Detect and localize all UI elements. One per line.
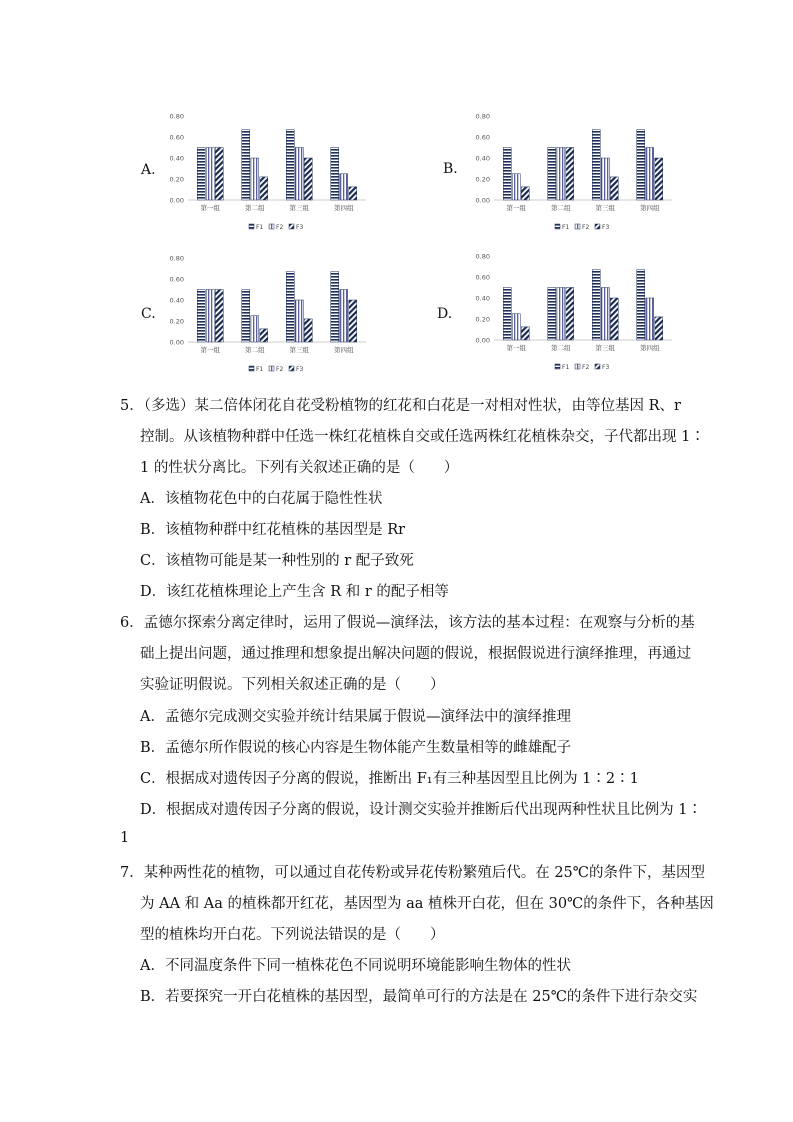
bar-f2 [251,316,259,342]
x-tick-label: 第一组 [506,344,526,352]
legend-label-f1: F1 [562,224,570,231]
y-tick-label: 0.80 [475,252,490,261]
bar-f1 [548,148,556,201]
q6-option-c: C．根据成对遗传因子分离的假说，推断出 F₁有三种基因型且比例为 1∶2∶1 [140,771,639,787]
bar-f1 [592,130,600,200]
legend-swatch-f2 [575,364,580,369]
legend-label-f2: F2 [582,364,590,371]
legend-swatch-f1 [555,364,560,369]
bar-f1 [637,270,645,340]
bar-f3 [655,317,663,340]
bar-f2 [557,148,565,201]
y-tick-label: 0.00 [475,196,490,205]
q5-option-a: A．该植物花色中的白花属于隐性性状 [140,491,383,507]
x-tick-label: 第三组 [595,344,615,352]
legend-label-f3: F3 [602,364,610,371]
bar-f2 [601,158,609,200]
q5-stem-line1: 5．（多选）某二倍体闭花自花受粉植物的红花和白花是一对相对性状，由等位基因 R、r [120,398,681,414]
option-b-letter: B. [443,161,458,177]
y-tick-label: 0.20 [169,175,184,184]
y-tick-label: 0.20 [475,175,490,184]
legend-label-f1: F1 [256,224,264,231]
bar-f2 [206,290,214,343]
x-tick-label: 第二组 [551,204,571,212]
bar-f1 [197,148,205,201]
x-tick-label: 第四组 [334,204,354,212]
bar-f3 [304,319,312,342]
bar-f1 [548,288,556,341]
bar-chart-a [160,110,370,240]
y-tick-label: 0.60 [475,273,490,282]
x-tick-label: 第三组 [289,346,309,354]
legend-swatch-f3 [595,224,600,229]
q5-option-d: D．该红花植株理论上产生含 R 和 r 的配子相等 [140,584,449,600]
y-tick-label: 0.20 [169,317,184,326]
y-tick-label: 0.40 [169,154,184,163]
bar-f3 [610,298,618,340]
x-tick-label: 第一组 [200,204,220,212]
y-tick-label: 0.40 [475,294,490,303]
q7-stem-line2: 为 AA 和 Aa 的植株都开红花，基因型为 aa 植株开白花，但在 30℃的条件下，各种基因 [140,896,714,912]
bar-f3 [655,158,663,200]
legend-swatch-f1 [555,224,560,229]
y-tick-label: 0.60 [169,275,184,284]
bar-f3 [521,327,529,340]
y-tick-label: 0.00 [475,336,490,345]
legend-swatch-f3 [289,366,294,371]
legend-label-f3: F3 [296,366,304,373]
bar-f1 [331,148,339,201]
q6-stem-line2: 础上提出问题，通过推理和想象提出解决问题的假说，根据假说进行演绎推理，再通过 [140,646,691,662]
bar-chart-b [466,110,676,232]
bar-f1 [503,148,511,201]
x-tick-label: 第三组 [289,204,309,212]
y-tick-label: 0.20 [475,315,490,324]
bar-f3 [260,329,268,342]
x-tick-label: 第四组 [334,346,354,354]
bar-f2 [512,314,520,340]
q6-option-a: A．孟德尔完成测交实验并统计结果属于假说—演绎法中的演绎推理 [140,709,571,725]
bar-f1 [637,130,645,200]
bar-f3 [215,290,223,343]
legend-label-f2: F2 [276,224,284,231]
q6-option-d-line1: D．根据成对遗传因子分离的假说，设计测交实验并推断后代出现两种性状且比例为 1∶ [140,802,702,818]
bar-f2 [206,148,214,201]
legend-swatch-f2 [269,224,274,229]
bar-f3 [566,288,574,341]
legend-label-f1: F1 [256,366,264,373]
x-tick-label: 第二组 [245,346,265,354]
y-tick-label: 0.80 [475,112,490,121]
y-tick-label: 0.80 [169,254,184,263]
bar-f3 [260,177,268,200]
q5-option-c: C．该植物可能是某一种性别的 r 配子致死 [140,553,414,569]
bar-f3 [566,148,574,201]
bar-f2 [251,158,259,200]
bar-f2 [340,290,348,343]
bar-f1 [242,290,250,343]
y-tick-label: 0.00 [169,338,184,347]
q6-option-b: B．孟德尔所作假说的核心内容是生物体能产生数量相等的雌雄配子 [140,740,572,756]
bar-f1 [503,288,511,341]
q6-stem-line3: 实验证明假说。下列相关叙述正确的是（ ） [140,677,445,693]
bar-chart-d [466,250,676,382]
option-d-letter: D. [437,306,453,322]
x-tick-label: 第二组 [551,344,571,352]
bar-f3 [610,177,618,200]
bar-f2 [295,300,303,342]
legend-swatch-f2 [269,366,274,371]
bar-f3 [521,187,529,200]
x-tick-label: 第四组 [640,344,660,352]
q6-option-d-line2: 1 [120,830,130,846]
bar-f3 [215,148,223,201]
q7-stem-line3: 型的植株均开白花。下列说法错误的是（ ） [140,927,445,943]
bar-f1 [331,272,339,342]
legend-label-f3: F3 [602,224,610,231]
legend-label-f3: F3 [296,224,304,231]
y-tick-label: 0.40 [475,154,490,163]
y-tick-label: 0.40 [169,296,184,305]
bar-f1 [286,130,294,200]
q5-stem-line2: 控制。从该植物种群中任选一株红花植株自交或任选两株红花植株杂交，子代都出现 1∶ [140,429,705,445]
bar-f1 [197,290,205,343]
q7-option-b: B．若要探究一开白花植株的基因型，最简单可行的方法是在 25℃的条件下进行杂交实 [140,989,698,1005]
bar-f2 [646,148,654,201]
x-tick-label: 第一组 [200,346,220,354]
legend-label-f1: F1 [562,364,570,371]
option-c-letter: C. [141,306,156,322]
q6-stem-line1: 6．孟德尔探索分离定律时，运用了假说—演绎法，该方法的基本过程：在观察与分析的基 [120,615,695,631]
y-tick-label: 0.80 [169,112,184,121]
q5-option-b: B．该植物种群中红花植株的基因型是 Rr [140,522,406,538]
y-tick-label: 0.00 [169,196,184,205]
legend-swatch-f1 [249,366,254,371]
bar-chart-c [160,252,370,380]
x-tick-label: 第二组 [245,204,265,212]
bar-f2 [340,174,348,200]
q7-stem-line1: 7．某种两性花的植物，可以通过自花传粉或异花传粉繁殖后代。在 25℃的条件下，基因型 [120,865,706,881]
x-tick-label: 第一组 [506,204,526,212]
y-tick-label: 0.60 [475,133,490,142]
bar-f2 [646,298,654,340]
bar-f2 [557,288,565,341]
legend-label-f2: F2 [276,366,284,373]
bar-f1 [242,130,250,200]
bar-f1 [286,272,294,342]
bar-f2 [601,288,609,341]
legend-swatch-f1 [249,224,254,229]
bar-f1 [592,270,600,340]
bar-f3 [349,300,357,342]
bar-f2 [512,174,520,200]
q7-option-a: A．不同温度条件下同一植株花色不同说明环境能影响生物体的性状 [140,958,571,974]
x-tick-label: 第三组 [595,204,615,212]
q5-stem-line3: 1 的性状分离比。下列有关叙述正确的是（ ） [140,460,459,476]
legend-swatch-f3 [289,224,294,229]
bar-f3 [349,187,357,200]
option-a-letter: A. [141,162,156,178]
y-tick-label: 0.60 [169,133,184,142]
legend-label-f2: F2 [582,224,590,231]
x-tick-label: 第四组 [640,204,660,212]
bar-f2 [295,148,303,201]
bar-f3 [304,158,312,200]
legend-swatch-f3 [595,364,600,369]
legend-swatch-f2 [575,224,580,229]
